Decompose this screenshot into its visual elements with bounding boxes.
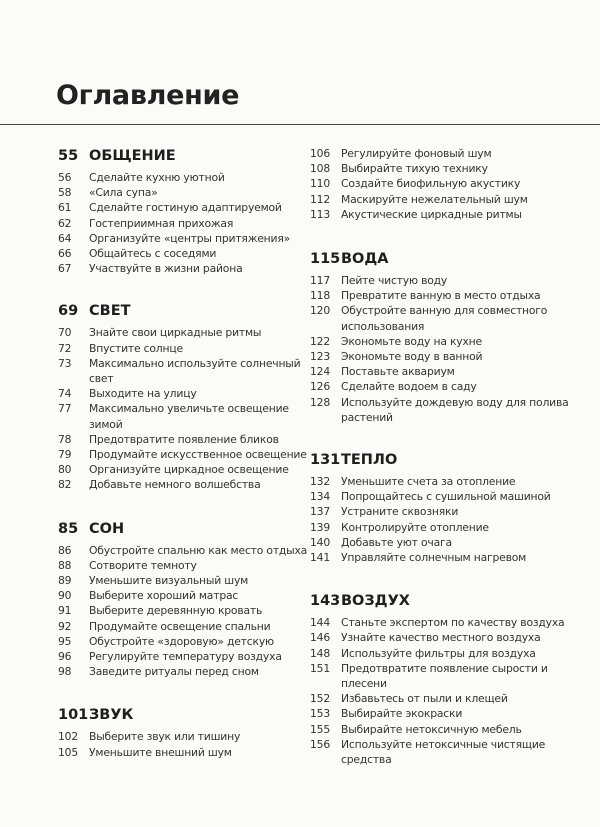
entry-page-number: 88 — [58, 558, 72, 572]
toc-entry — [310, 273, 590, 288]
entry-title: Управляйте солнечным нагревом — [341, 551, 527, 565]
toc-entry — [58, 185, 308, 200]
toc-entry — [58, 231, 308, 246]
entry-title: Добавьте уют очага — [341, 535, 452, 549]
toc-entry — [58, 432, 308, 447]
toc-entry — [310, 504, 590, 519]
entry-title: Создайте биофильную акустику — [341, 177, 521, 191]
entry-page-number: 134 — [310, 490, 331, 504]
section-title: ВОДА — [341, 251, 389, 268]
entry-title: Выбирайте экокраски — [341, 707, 463, 721]
toc-entry — [310, 146, 590, 161]
entry-title: Участвуйте в жизни района — [89, 262, 243, 276]
toc-entry — [58, 261, 308, 276]
entry-page-number: 110 — [310, 177, 331, 191]
entry-title: Обустройте спальню как место отдыха — [89, 543, 308, 557]
entry-title: Знайте свои циркадные ритмы — [89, 326, 262, 340]
section-heading — [58, 707, 308, 729]
entry-title: Выберите хороший матрас — [89, 589, 239, 603]
entry-page-number: 152 — [310, 692, 331, 706]
entry-page-number: 64 — [58, 231, 72, 245]
entry-title: Экономьте воду на кухне — [341, 334, 482, 348]
entry-title: Организуйте циркадное освещение — [89, 463, 289, 477]
entry-title: Сделайте гостиную адаптируемой — [89, 201, 282, 215]
toc-section — [310, 593, 590, 767]
entry-title: Сделайте водоем в саду — [341, 380, 477, 394]
entry-page-number: 112 — [310, 192, 331, 206]
title-divider — [0, 124, 600, 125]
toc-entry — [310, 288, 590, 303]
entry-title: Максимально используйте солнечный свет — [89, 356, 301, 386]
toc-entry — [310, 192, 590, 207]
toc-entry — [310, 661, 590, 691]
entry-title: Поставьте аквариум — [341, 365, 455, 379]
toc-right-column — [310, 146, 590, 767]
toc-entry — [58, 649, 308, 664]
entry-title: Выбирайте нетоксичную мебель — [341, 722, 522, 736]
section-title: СВЕТ — [89, 303, 131, 320]
section-heading — [58, 521, 308, 543]
toc-section — [310, 251, 590, 425]
toc-section — [58, 303, 308, 492]
toc-entry — [58, 745, 308, 760]
entry-page-number: 79 — [58, 448, 72, 462]
entry-title: Заведите ритуалы перед сном — [89, 665, 259, 679]
entry-title: Уменьшите счета за отопление — [341, 475, 516, 489]
entry-page-number: 122 — [310, 334, 331, 348]
toc-entry — [310, 691, 590, 706]
entry-page-number: 72 — [58, 341, 72, 355]
entry-title: Обустройте ванную для совместного использования — [341, 304, 548, 333]
entry-page-number: 77 — [58, 402, 72, 416]
entry-page-number: 89 — [58, 574, 72, 588]
entry-title: Регулируйте фоновый шум — [341, 147, 492, 160]
toc-entry — [310, 520, 590, 535]
toc-entry — [310, 630, 590, 645]
entry-page-number: 137 — [310, 505, 331, 519]
entry-page-number: 73 — [58, 356, 72, 370]
entry-page-number: 70 — [58, 326, 72, 340]
toc-entry — [310, 474, 590, 489]
entry-page-number: 118 — [310, 289, 331, 303]
entry-page-number: 58 — [58, 186, 72, 200]
toc-entry — [58, 619, 308, 634]
section-title: ВОЗДУХ — [341, 593, 410, 610]
toc-entry — [58, 634, 308, 649]
entry-title: Станьте экспертом по качеству воздуха — [341, 616, 565, 630]
entry-page-number: 105 — [58, 745, 79, 759]
section-title: СОН — [89, 520, 125, 537]
entry-title: Попрощайтесь с сушильной машиной — [341, 490, 551, 504]
entry-page-number: 98 — [58, 665, 72, 679]
entry-title: Избавьтесь от пыли и клещей — [341, 692, 508, 706]
page-title: Оглавление — [56, 80, 240, 111]
toc-section — [58, 148, 308, 276]
toc-entry — [58, 170, 308, 185]
toc-entry — [310, 706, 590, 721]
toc-section — [310, 146, 590, 222]
entry-title: Используйте нетоксичные чистящие средства — [341, 737, 546, 767]
toc-entry — [310, 395, 590, 425]
entry-title: Продумайте искусственное освещение — [89, 448, 307, 462]
toc-entry — [58, 543, 308, 558]
toc-entry — [58, 573, 308, 588]
entry-page-number: 96 — [58, 650, 72, 664]
entry-title: Используйте дождевую воду для полива растений — [341, 395, 569, 424]
entry-title: Маскируйте нежелательный шум — [341, 192, 528, 206]
toc-entry — [58, 729, 308, 744]
section-heading — [310, 452, 590, 474]
entry-page-number: 126 — [310, 380, 331, 394]
section-title: ОБЩЕНИЕ — [89, 148, 176, 164]
entry-title: Выберите звук или тишину — [89, 730, 241, 744]
toc-entry — [310, 349, 590, 364]
entry-title: Предотвратите появление бликов — [89, 432, 279, 446]
section-title: ТЕПЛО — [341, 452, 398, 469]
section-page-number: 101 — [58, 707, 89, 724]
entry-page-number: 62 — [58, 216, 72, 230]
entry-title: Выберите деревянную кровать — [89, 604, 263, 618]
section-page-number: 55 — [58, 148, 79, 164]
toc-entry — [58, 664, 308, 679]
entry-page-number: 132 — [310, 475, 331, 489]
entry-title: Гостеприимная прихожая — [89, 216, 234, 230]
toc-left-column — [58, 148, 308, 760]
entry-title: Предотвратите появление сырости и плесени — [341, 661, 548, 691]
entry-page-number: 78 — [58, 432, 72, 446]
entry-page-number: 151 — [310, 661, 331, 675]
toc-entry — [310, 535, 590, 550]
section-title: ЗВУК — [89, 707, 134, 724]
entry-page-number: 153 — [310, 707, 331, 721]
entry-page-number: 120 — [310, 304, 331, 318]
toc-entry — [310, 379, 590, 394]
toc-entry — [310, 737, 590, 767]
section-heading — [58, 303, 308, 325]
toc-entry — [58, 447, 308, 462]
section-page-number: 69 — [58, 303, 79, 320]
entry-title: Общайтесь с соседями — [89, 247, 217, 261]
toc-entry — [58, 386, 308, 401]
entry-page-number: 148 — [310, 646, 331, 660]
toc-entry — [310, 334, 590, 349]
toc-entry — [310, 176, 590, 191]
entry-page-number: 106 — [310, 147, 331, 160]
entry-title: Узнайте качество местного воздуха — [341, 631, 541, 645]
toc-entry — [310, 615, 590, 630]
section-heading — [58, 148, 308, 170]
entry-page-number: 61 — [58, 201, 72, 215]
toc-entry — [58, 356, 308, 386]
entry-page-number: 139 — [310, 520, 331, 534]
entry-title: Превратите ванную в место отдыха — [341, 289, 541, 303]
entry-title: Добавьте немного волшебства — [89, 478, 261, 492]
entry-title: Уменьшите внешний шум — [89, 745, 232, 759]
entry-page-number: 144 — [310, 616, 331, 630]
entry-title: Продумайте освещение спальни — [89, 619, 271, 633]
entry-title: Организуйте «центры притяжения» — [89, 231, 291, 245]
entry-page-number: 92 — [58, 619, 72, 633]
toc-section — [58, 707, 308, 759]
toc-entry — [58, 603, 308, 618]
section-heading — [310, 251, 590, 273]
toc-entry — [310, 646, 590, 661]
entry-page-number: 80 — [58, 463, 72, 477]
toc-entry — [310, 489, 590, 504]
entry-title: Сотворите темноту — [89, 558, 197, 572]
entry-page-number: 108 — [310, 162, 331, 176]
toc-entry — [58, 246, 308, 261]
entry-title: Устраните сквозняки — [341, 505, 459, 519]
entry-title: Акустические циркадные ритмы — [341, 207, 522, 221]
section-heading — [310, 593, 590, 615]
toc-entry — [310, 161, 590, 176]
toc-entry — [58, 588, 308, 603]
entry-title: «Сила супа» — [89, 186, 158, 200]
entry-title: Контролируйте отопление — [341, 520, 489, 534]
entry-title: Максимально увеличьте освещение зимой — [89, 402, 289, 431]
entry-title: Обустройте «здоровую» детскую — [89, 634, 274, 648]
entry-page-number: 74 — [58, 387, 72, 401]
entry-title: Сделайте кухню уютной — [89, 171, 225, 184]
toc-section — [58, 521, 308, 680]
toc-entry — [58, 216, 308, 231]
toc-entry — [58, 200, 308, 215]
entry-page-number: 102 — [58, 730, 79, 744]
toc-entry — [58, 558, 308, 573]
toc-entry — [310, 550, 590, 565]
entry-page-number: 140 — [310, 535, 331, 549]
entry-page-number: 155 — [310, 722, 331, 736]
entry-page-number: 91 — [58, 604, 72, 618]
entry-page-number: 117 — [310, 274, 331, 288]
toc-entry — [310, 722, 590, 737]
entry-page-number: 82 — [58, 478, 72, 492]
toc-entry — [310, 207, 590, 222]
entry-title: Используйте фильтры для воздуха — [341, 646, 536, 660]
entry-page-number: 113 — [310, 207, 331, 221]
toc-entry — [310, 364, 590, 379]
toc-entry — [310, 303, 590, 333]
section-page-number: 115 — [310, 251, 341, 268]
section-page-number: 143 — [310, 593, 341, 610]
entry-page-number: 146 — [310, 631, 331, 645]
entry-page-number: 124 — [310, 365, 331, 379]
entry-page-number: 123 — [310, 350, 331, 364]
entry-title: Регулируйте температуру воздуха — [89, 650, 282, 664]
entry-page-number: 67 — [58, 262, 72, 276]
entry-title: Пейте чистую воду — [341, 274, 448, 288]
entry-title: Уменьшите визуальный шум — [89, 574, 249, 588]
section-page-number: 85 — [58, 520, 79, 537]
toc-section — [310, 452, 590, 565]
entry-page-number: 86 — [58, 543, 72, 557]
entry-page-number: 95 — [58, 634, 72, 648]
entry-page-number: 141 — [310, 551, 331, 565]
entry-title: Выбирайте тихую технику — [341, 162, 488, 176]
section-page-number: 131 — [310, 452, 341, 469]
entry-page-number: 128 — [310, 395, 331, 409]
entry-title: Выходите на улицу — [89, 387, 197, 401]
entry-page-number: 156 — [310, 737, 331, 751]
entry-page-number: 90 — [58, 589, 72, 603]
toc-entry — [58, 341, 308, 356]
entry-page-number: 56 — [58, 171, 72, 184]
entry-page-number: 66 — [58, 247, 72, 261]
toc-entry — [58, 401, 308, 431]
toc-entry — [58, 462, 308, 477]
toc-entry — [58, 325, 308, 340]
entry-title: Впустите солнце — [89, 341, 183, 355]
toc-entry — [58, 477, 308, 492]
entry-title: Экономьте воду в ванной — [341, 350, 483, 364]
